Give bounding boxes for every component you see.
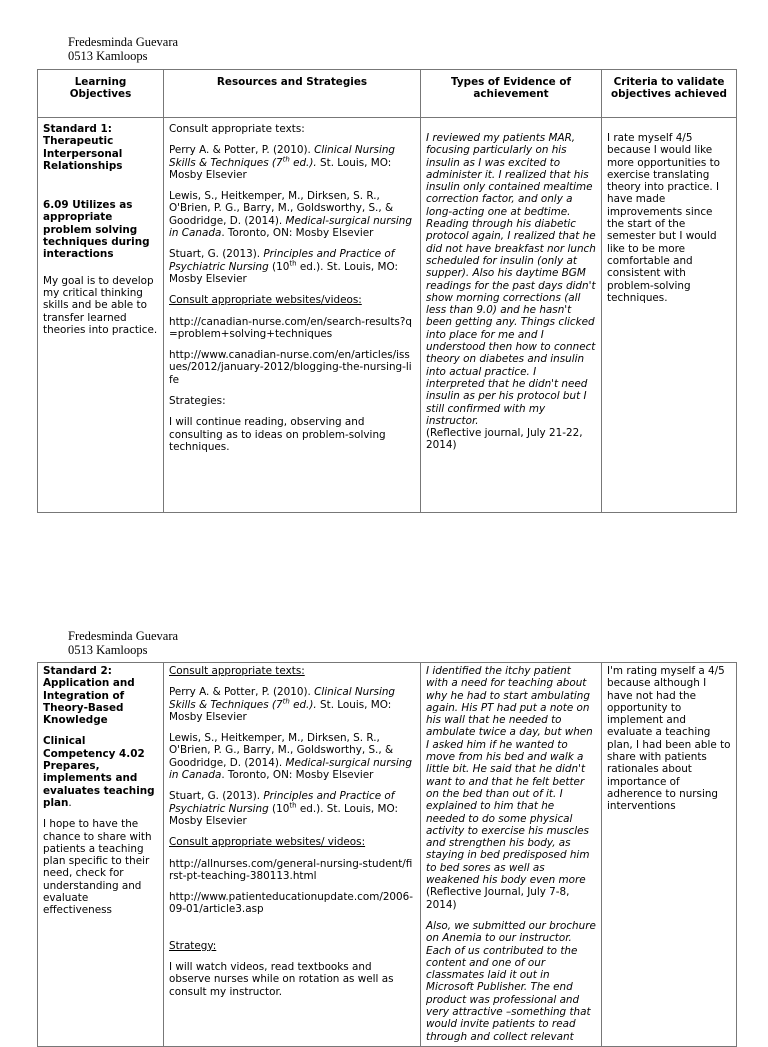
header-evidence: Types of Evidence of achievement <box>421 70 602 118</box>
competency-title: 6.09 Utilizes as appropriate problem solving techniques during interactions <box>43 199 150 261</box>
author-code: 0513 Kamloops <box>68 49 148 63</box>
evidence-text-2: Also, we submitted our brochure on Anemia to our instructor. Each of us contributed to the content and one of our classmates laid it out in Microsoft Publisher. The end product was professional and very attractive –something that would invite patients to read through and collect relevant <box>426 919 596 1043</box>
strategy-label: Strategy: <box>169 939 217 952</box>
strategy-text: I will watch videos, read textbooks and observe nurses while on rotation as well as consult my instructor. <box>169 961 394 998</box>
criteria-text: I'm rating myself a 4/5 because although I have not had the opportunity to implement and evaluate a teaching plan, I had been able to share with patients rationales about importance of adherence to nursing interventions <box>607 665 731 813</box>
website-link-1[interactable]: http://allnurses.com/general-nursing-student/first-pt-teaching-380113.html <box>169 857 413 882</box>
website-link-2[interactable]: http://www.canadian-nurse.com/en/articles/issues/2012/january-2012/blogging-the-nursing-life <box>169 349 412 386</box>
objectives-cell <box>38 118 164 513</box>
website-link-2[interactable]: http://www.patienteducationupdate.com/2006-09-01/article3.asp <box>169 891 414 916</box>
strategies-label: Strategies: <box>169 395 226 408</box>
criteria-cell <box>602 663 737 1047</box>
header-resources-strategies: Resources and Strategies <box>164 70 421 118</box>
resources-cell <box>164 663 421 1047</box>
reference-2: Lewis, S., Heitkemper, M., Dirksen, S. R., O'Brien, P. G., Barry, M., Goldsworthy, S., & Goodridge, D. (2014). Medical-surgical nursing in Canada. Toronto, ON: Mosby Elsevier <box>169 732 412 782</box>
reference-3: Stuart, G. (2013). Principles and Practice of Psychiatric Nursing (10th ed.). St. Louis, MO: Mosby Elsevier <box>169 790 398 827</box>
website-link-1[interactable]: http://canadian-nurse.com/en/search-results?q=problem+solving+techniques <box>169 315 412 340</box>
evidence-text: I reviewed my patients MAR, focusing particularly on his insulin as I was excited to administer it. I realized that his insulin only contained mealtime correction factor, and only a long-acting one at bedtime. Reading through his diabetic protocol again, I realized that he did not have breakfast nor lunch scheduled for insulin (only at supper). Also his daytime BGM readings for the past days didn't show morning corrections (all less than 9.0) and he hasn't been getting any. Things clicked into place for me and I understood then how to connect theory on diabetes and insulin into actual practice. I interpreted that he didn't need insulin as per his protocol but I still confirmed with my instructor. <box>426 132 596 427</box>
websites-label: Consult appropriate websites/ videos: <box>169 836 366 849</box>
author-name: Fredesminda Guevara <box>68 629 179 643</box>
competency-title: Clinical Competency 4.02 Prepares, implements and evaluates teaching plan. <box>43 735 155 809</box>
header-criteria: Criteria to validate objectives achieved <box>602 70 737 118</box>
reference-1: Perry A. & Potter, P. (2010). Clinical Nursing Skills & Techniques (7th ed.). St. Louis, MO: Mosby Elsevier <box>169 686 396 723</box>
table-header-row <box>38 70 737 118</box>
learning-plan-table-1 <box>37 69 737 513</box>
evidence-source: (Reflective journal, July 21-22, 2014) <box>426 427 583 452</box>
texts-label: Consult appropriate texts: <box>169 665 305 677</box>
reference-3: Stuart, G. (2013). Principles and Practice of Psychiatric Nursing (10th ed.). St. Louis, MO: Mosby Elsevier <box>169 248 398 285</box>
page1-header <box>68 35 178 63</box>
evidence-cell <box>421 663 602 1047</box>
table-row <box>38 663 737 1047</box>
strategies-text: I will continue reading, observing and consulting as to ideas on problem-solving techniques. <box>169 416 386 453</box>
objectives-cell <box>38 663 164 1047</box>
evidence-cell <box>421 118 602 513</box>
resources-cell <box>164 118 421 513</box>
goal-text: My goal is to develop my critical thinking skills and be able to transfer learned theories into practice. <box>43 274 158 336</box>
learning-plan-table-2 <box>37 662 737 1047</box>
evidence-text: I identified the itchy patient with a need for teaching about why he had to start ambulating again. His PT had put a note on his wall that he needed to ambulate twice a day, but when I asked him if he wanted to move from his bed and walk a little bit. He said that he didn't want to and that he felt better on the bed than out of it. I explained to him that he needed to do some physical activity to exercise his muscles and strengthen his body, as staying in bed predisposed him to bed sores as well as weakened his body even more <box>426 665 593 887</box>
criteria-cell <box>602 118 737 513</box>
author-code: 0513 Kamloops <box>68 643 148 657</box>
websites-label: Consult appropriate websites/videos: <box>169 294 362 307</box>
reference-1: Perry A. & Potter, P. (2010). Clinical Nursing Skills & Techniques (7th ed.). St. Louis, MO: Mosby Elsevier <box>169 144 396 181</box>
evidence-source: (Reflective Journal, July 7-8, 2014) <box>426 886 570 911</box>
standard-title: Standard 2: Application and Integration of Theory-Based Knowledge <box>43 665 135 727</box>
reference-2: Lewis, S., Heitkemper, M., Dirksen, S. R., O'Brien, P. G., Barry, M., Goldsworthy, S., & Goodridge, D. (2014). Medical-surgical nursing in Canada. Toronto, ON: Mosby Elsevier <box>169 190 412 240</box>
goal-text: I hope to have the chance to share with patients a teaching plan specific to their need, check for understanding and evaluate effectiveness <box>43 818 152 917</box>
criteria-text: I rate myself 4/5 because I would like more opportunities to exercise translating theory into practice. I have made improvements since the start of the semester but I would like to be more comfortable and consistent with problem-solving techniques. <box>607 132 721 304</box>
page2-header <box>68 629 178 657</box>
texts-label: Consult appropriate texts: <box>169 123 305 135</box>
table-row <box>38 118 737 513</box>
standard-title: Standard 1: Therapeutic Interpersonal Relationships <box>43 123 123 172</box>
author-name: Fredesminda Guevara <box>68 35 179 49</box>
header-learning-objectives: Learning Objectives <box>38 70 164 118</box>
